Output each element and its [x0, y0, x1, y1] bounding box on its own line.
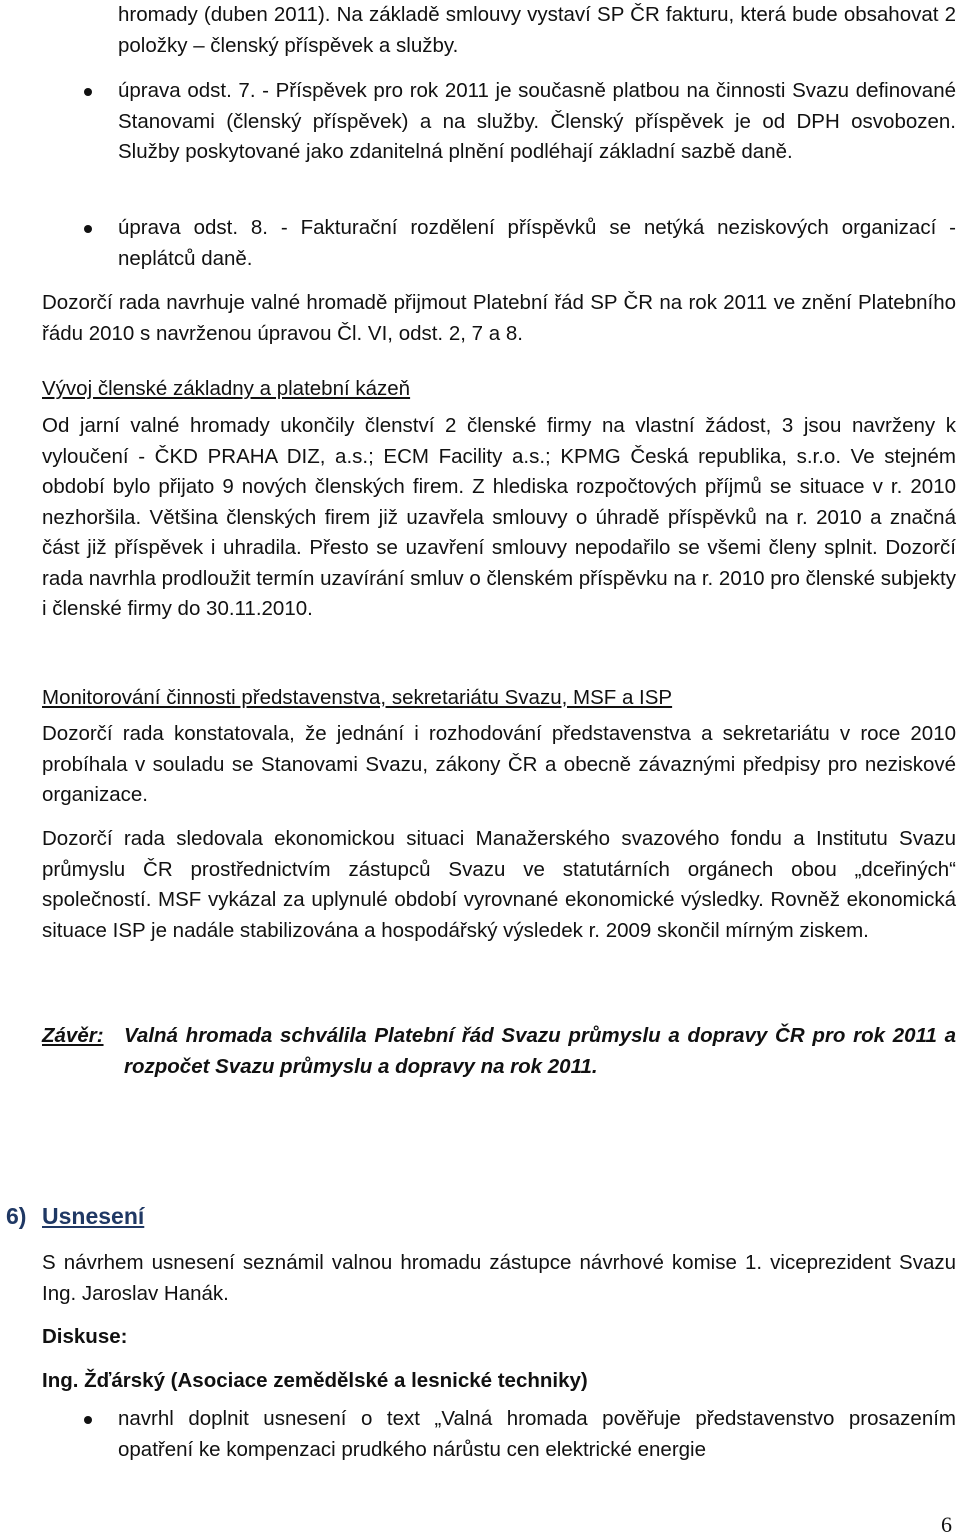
monitoring-heading: Monitorování činnosti představenstva, sekretariátu Svazu, MSF a ISP [42, 686, 673, 709]
proposal-paragraph: Dozorčí rada navrhuje valné hromadě přijmout Platební řád SP ČR na rok 2011 ve znění Platebního řádu 2010 s navrženou úpravou Čl. VI, odst. 2, 7 a 8. [42, 291, 956, 345]
monitoring-paragraph-1: Dozorčí rada konstatovala, že jednání i rozhodování představenstva a sekretariátu v roce 2010 probíhala v souladu se Stanovami Svazu, zákony ČR a obecně závaznými předpisy pro neziskové organizace. [42, 722, 956, 806]
bullet-dot [84, 1416, 92, 1424]
page-number: 6 [941, 1512, 952, 1537]
membership-paragraph: Od jarní valné hromady ukončily členství 2 členské firmy na vlastní žádost, 3 jsou navrženy k vyloučení - ČKD PRAHA DIZ, a.s.; ECM Facility a.s.; KPMG Česká republika, s.r.o. Ve stejném období bylo přijato 9 nových členských firem. Z hlediska rozpočtových příjmů se situace v r. 2010 nezhoršila. Většina členských firem již uzavřela smlouvy o úhradě příspěvků na r. 2010 a značná část již příspěvek i uhradila. Přesto se uzavření smlouvy nepodařilo se všemi členy splnit. Dozorčí rada navrhla prodloužit termín uzavírání smluv o členském příspěvku na r. 2010 pro členské subjekty i členské firmy do 30.11.2010. [42, 414, 956, 620]
membership-heading: Vývoj členské základny a platební kázeň [42, 377, 411, 400]
section-number: 6) [6, 1203, 27, 1229]
bullet-item-odst-8: úprava odst. 8. - Fakturační rozdělení příspěvků se netýká neziskových organizací - neplátců daně. [118, 216, 956, 270]
conclusion-label: Závěr: [42, 1024, 104, 1047]
speaker-name: Ing. Žďárský (Asociace zemědělské a lesnické techniky) [42, 1369, 588, 1392]
bullet-dot [84, 88, 92, 96]
monitoring-paragraph-2: Dozorčí rada sledovala ekonomickou situaci Manažerského svazového fondu a Institutu Svazu průmyslu ČR prostřednictvím zástupců Svazu ve statutárních orgánech obou „dceřiných“ společností. MSF vykázal za uplynulé období vyrovnané ekonomické výsledky. Rovněž ekonomická situace ISP je nadále stabilizována a hospodářský výsledek r. 2009 skončil mírným ziskem. [42, 827, 956, 942]
speaker-proposal-bullet: navrhl doplnit usnesení o text „Valná hromada pověřuje představenstvo prosazením opatření ke kompenzaci prudkého nárůstu cen elektrické energie [118, 1407, 956, 1461]
continuation-paragraph: hromady (duben 2011). Na základě smlouvy vystaví SP ČR fakturu, která bude obsahovat 2 položky – členský příspěvek a služby. [118, 3, 956, 57]
section-title: Usnesení [42, 1203, 145, 1229]
resolution-intro: S návrhem usnesení seznámil valnou hromadu zástupce návrhové komise 1. viceprezident Svazu Ing. Jaroslav Hanák. [42, 1251, 956, 1305]
bullet-item-odst-7: úprava odst. 7. - Příspěvek pro rok 2011 je současně platbou na činnosti Svazu definované Stanovami (členský příspěvek) a na služby. Členský příspěvek je od DPH osvobozen. Služby poskytované jako zdanitelná plnění podléhají základní sazbě daně. [118, 79, 956, 163]
discussion-label: Diskuse: [42, 1325, 128, 1348]
conclusion-text: Valná hromada schválila Platební řád Svazu průmyslu a dopravy ČR pro rok 2011 a rozpočet Svazu průmyslu a dopravy na rok 2011. [124, 1024, 956, 1078]
bullet-dot [84, 225, 92, 233]
